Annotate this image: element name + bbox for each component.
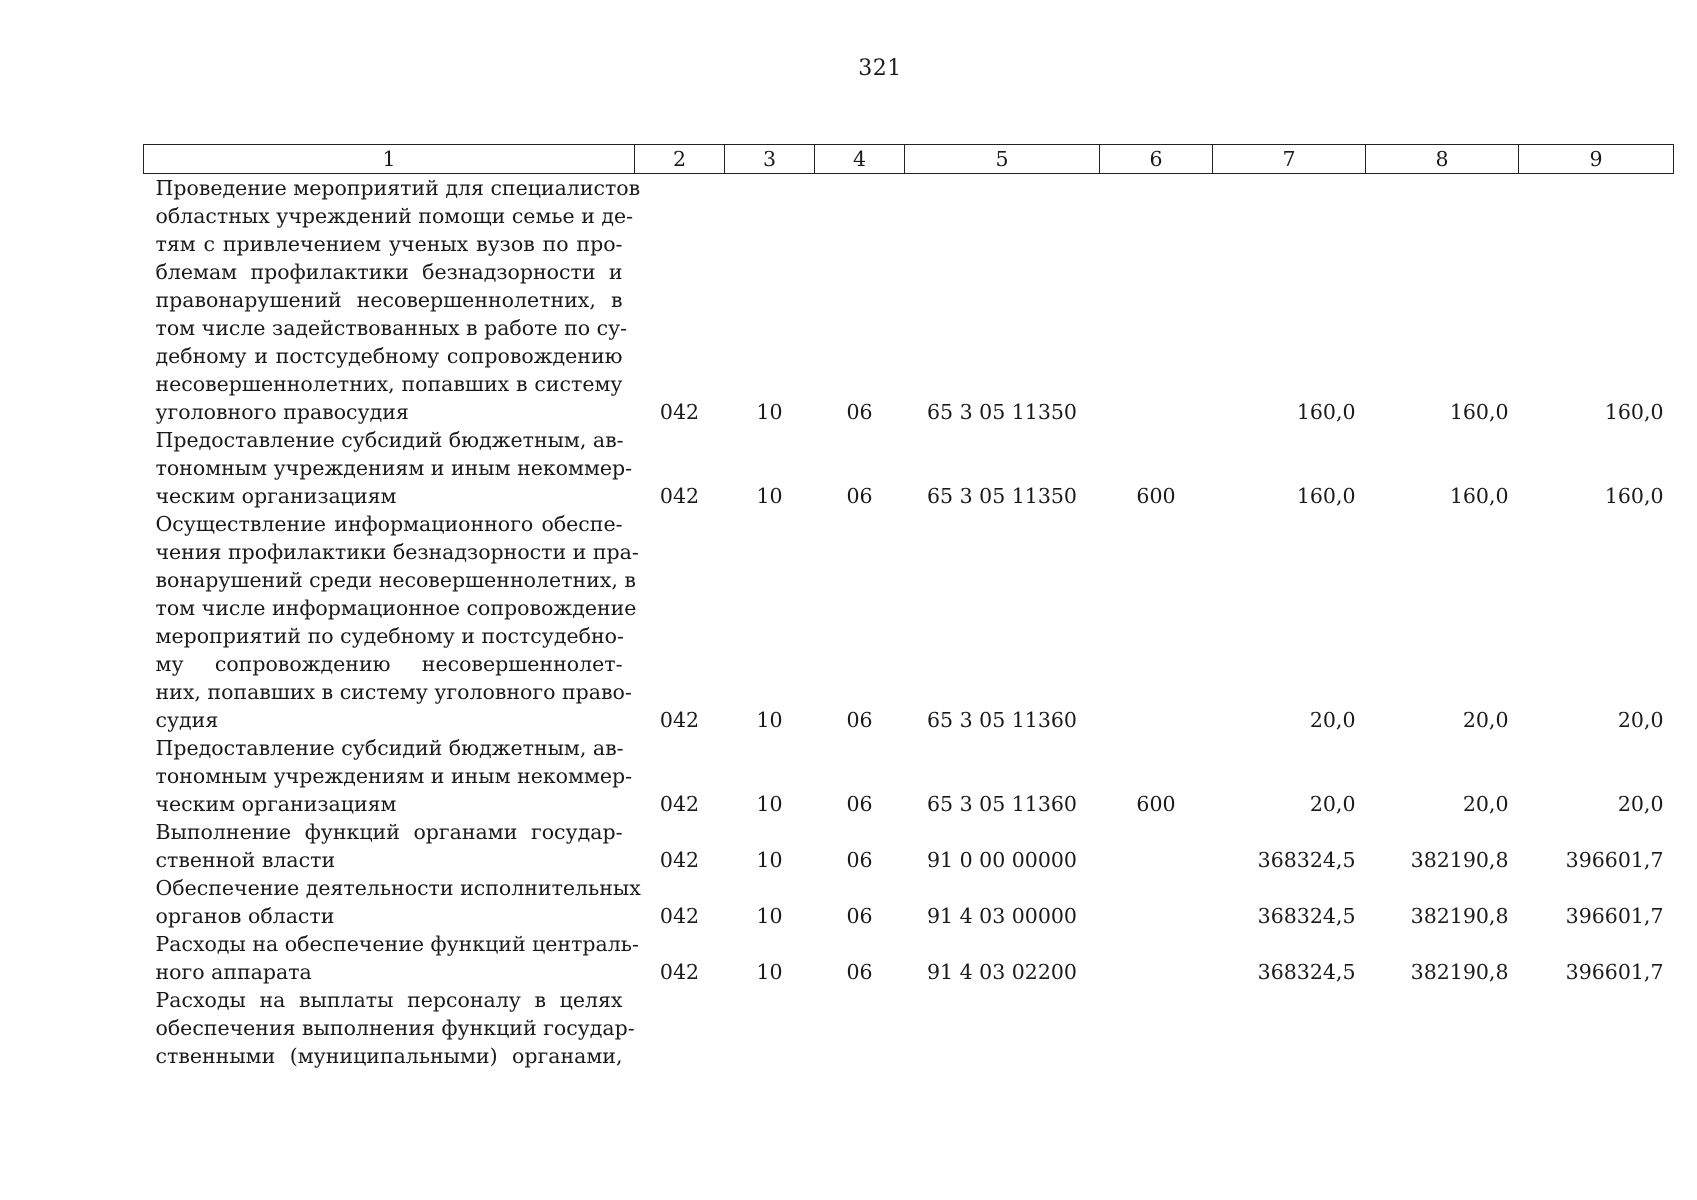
- subsection-code: 06: [846, 848, 873, 872]
- description-line: обеспечения выполнения функций государ-: [155, 1016, 635, 1040]
- amount-year-3: 160,0: [1604, 484, 1664, 508]
- subsection-code: 06: [846, 708, 873, 732]
- target-article-code: 65 3 05 11350: [927, 400, 1077, 424]
- amount-year-2: 20,0: [1462, 708, 1509, 732]
- expense-type-code: [1100, 986, 1213, 1070]
- target-article-code: 65 3 05 11360: [927, 708, 1077, 732]
- expense-type-code: [1100, 818, 1213, 874]
- table-header: [144, 145, 1674, 174]
- target-article-code: 65 3 05 11350: [927, 484, 1077, 508]
- description-line: Предоставление субсидий бюджетным, ав-: [155, 428, 624, 452]
- table-row: [144, 930, 1674, 986]
- amount-year-1: 368324,5: [1257, 848, 1356, 872]
- amount-year-1: 20,0: [1309, 792, 1356, 816]
- table-row: [144, 986, 1674, 1070]
- table-row: [144, 734, 1674, 818]
- table-row: [144, 174, 1674, 427]
- table-row: [144, 874, 1674, 930]
- table-row: [144, 426, 1674, 510]
- column-header-9: 9: [1519, 145, 1674, 174]
- section-code: 10: [756, 848, 783, 872]
- target-article-code: [905, 986, 1100, 1070]
- description-line: судия: [155, 708, 219, 732]
- subsection-code: [815, 986, 905, 1070]
- description-line: ного аппарата: [155, 960, 312, 984]
- expense-type-code: [1100, 510, 1213, 734]
- amount-year-2: 20,0: [1462, 792, 1509, 816]
- amount-year-2: 160,0: [1449, 484, 1509, 508]
- subsection-code: 06: [846, 400, 873, 424]
- row-description: [144, 874, 641, 930]
- section-code: 10: [756, 904, 783, 928]
- ministry-code: 042: [659, 904, 700, 928]
- description-line: ческим организациям: [155, 792, 397, 816]
- budget-table: [143, 144, 1674, 1070]
- target-article-code: 91 4 03 02200: [927, 960, 1077, 984]
- amount-year-3: 20,0: [1617, 708, 1664, 732]
- expense-type-code: 600: [1136, 792, 1176, 816]
- expense-type-code: [1100, 930, 1213, 986]
- description-line: мероприятий по судебному и постсудебно-: [155, 624, 624, 648]
- description-line: тономным учреждениям и иным некоммер-: [155, 764, 633, 788]
- amount-year-1: 160,0: [1296, 400, 1356, 424]
- column-header-4: 4: [815, 145, 905, 174]
- ministry-code: [635, 986, 725, 1070]
- column-header-6: 6: [1100, 145, 1213, 174]
- description-line: Выполнение функций органами государ-: [155, 820, 623, 844]
- expense-type-code: [1100, 874, 1213, 930]
- column-header-1: 1: [144, 145, 635, 174]
- description-line: му сопровождению несовершеннолет-: [155, 652, 623, 676]
- subsection-code: 06: [846, 960, 873, 984]
- description-line: Расходы на выплаты персоналу в целях: [155, 988, 623, 1012]
- amount-year-3: [1519, 986, 1674, 1070]
- description-line: Проведение мероприятий для специалистов: [155, 176, 641, 200]
- target-article-code: 91 4 03 00000: [927, 904, 1077, 928]
- amount-year-2: 382190,8: [1410, 848, 1509, 872]
- section-code: 10: [756, 792, 783, 816]
- description-line: уголовного правосудия: [155, 400, 409, 424]
- description-line: том числе информационное сопровождение: [155, 596, 637, 620]
- description-line: Обеспечение деятельности исполнительных: [155, 876, 641, 900]
- ministry-code: 042: [659, 960, 700, 984]
- page-number: 321: [858, 56, 902, 81]
- target-article-code: 65 3 05 11360: [927, 792, 1077, 816]
- amount-year-3: 396601,7: [1565, 904, 1664, 928]
- description-line: правонарушений несовершеннолетних, в: [155, 288, 623, 312]
- amount-year-1: [1213, 986, 1366, 1070]
- amount-year-3: 160,0: [1604, 400, 1664, 424]
- table-body: [144, 174, 1674, 1071]
- column-header-5: 5: [905, 145, 1100, 174]
- column-header-8: 8: [1366, 145, 1519, 174]
- description-line: ственной власти: [155, 848, 336, 872]
- section-code: 10: [756, 708, 783, 732]
- description-line: Предоставление субсидий бюджетным, ав-: [155, 736, 624, 760]
- ministry-code: 042: [659, 484, 700, 508]
- row-description: [144, 510, 639, 734]
- description-line: дебному и постсудебному сопровождению: [155, 344, 623, 368]
- description-line: ческим организациям: [155, 484, 397, 508]
- description-line: Осуществление информационного обеспе-: [155, 512, 623, 536]
- amount-year-3: 396601,7: [1565, 960, 1664, 984]
- ministry-code: 042: [659, 708, 700, 732]
- column-header-3: 3: [725, 145, 815, 174]
- description-line: Расходы на обеспечение функций централь-: [155, 932, 639, 956]
- description-line: органов области: [155, 904, 335, 928]
- section-code: 10: [756, 960, 783, 984]
- description-line: чения профилактики безнадзорности и пра-: [155, 540, 639, 564]
- description-line: тономным учреждениям и иным некоммер-: [155, 456, 633, 480]
- description-line: ственными (муниципальными) органами,: [155, 1044, 623, 1068]
- amount-year-3: 20,0: [1617, 792, 1664, 816]
- amount-year-1: 368324,5: [1257, 904, 1356, 928]
- column-header-2: 2: [635, 145, 725, 174]
- target-article-code: 91 0 00 00000: [927, 848, 1077, 872]
- amount-year-2: [1366, 986, 1519, 1070]
- section-code: 10: [756, 400, 783, 424]
- table-row: [144, 510, 1674, 734]
- subsection-code: 06: [846, 792, 873, 816]
- expense-type-code: [1100, 174, 1213, 427]
- amount-year-1: 368324,5: [1257, 960, 1356, 984]
- description-line: несовершеннолетних, попавших в систему: [155, 372, 623, 396]
- amount-year-2: 382190,8: [1410, 904, 1509, 928]
- description-line: тям с привлечением ученых вузов по про-: [155, 232, 623, 256]
- subsection-code: 06: [846, 484, 873, 508]
- ministry-code: 042: [659, 848, 700, 872]
- subsection-code: 06: [846, 904, 873, 928]
- column-header-7: 7: [1213, 145, 1366, 174]
- row-description: [144, 734, 635, 818]
- description-line: них, попавших в систему уголовного право-: [155, 680, 632, 704]
- amount-year-3: 396601,7: [1565, 848, 1664, 872]
- row-description: [144, 426, 635, 510]
- description-line: блемам профилактики безнадзорности и: [155, 260, 623, 284]
- row-description: [144, 930, 639, 986]
- amount-year-2: 382190,8: [1410, 960, 1509, 984]
- row-description: [144, 986, 635, 1070]
- expense-type-code: 600: [1136, 484, 1176, 508]
- ministry-code: 042: [659, 792, 700, 816]
- amount-year-1: 160,0: [1296, 484, 1356, 508]
- ministry-code: 042: [659, 400, 700, 424]
- row-description: [144, 174, 641, 427]
- description-line: областных учреждений помощи семье и де-: [155, 204, 634, 228]
- description-line: вонарушений среди несовершеннолетних, в: [155, 568, 636, 592]
- table-row: [144, 818, 1674, 874]
- section-code: 10: [756, 484, 783, 508]
- row-description: [144, 818, 635, 874]
- amount-year-2: 160,0: [1449, 400, 1509, 424]
- section-code: [725, 986, 815, 1070]
- amount-year-1: 20,0: [1309, 708, 1356, 732]
- column-numbers-row: [144, 145, 1674, 174]
- description-line: том числе задействованных в работе по су-: [155, 316, 628, 340]
